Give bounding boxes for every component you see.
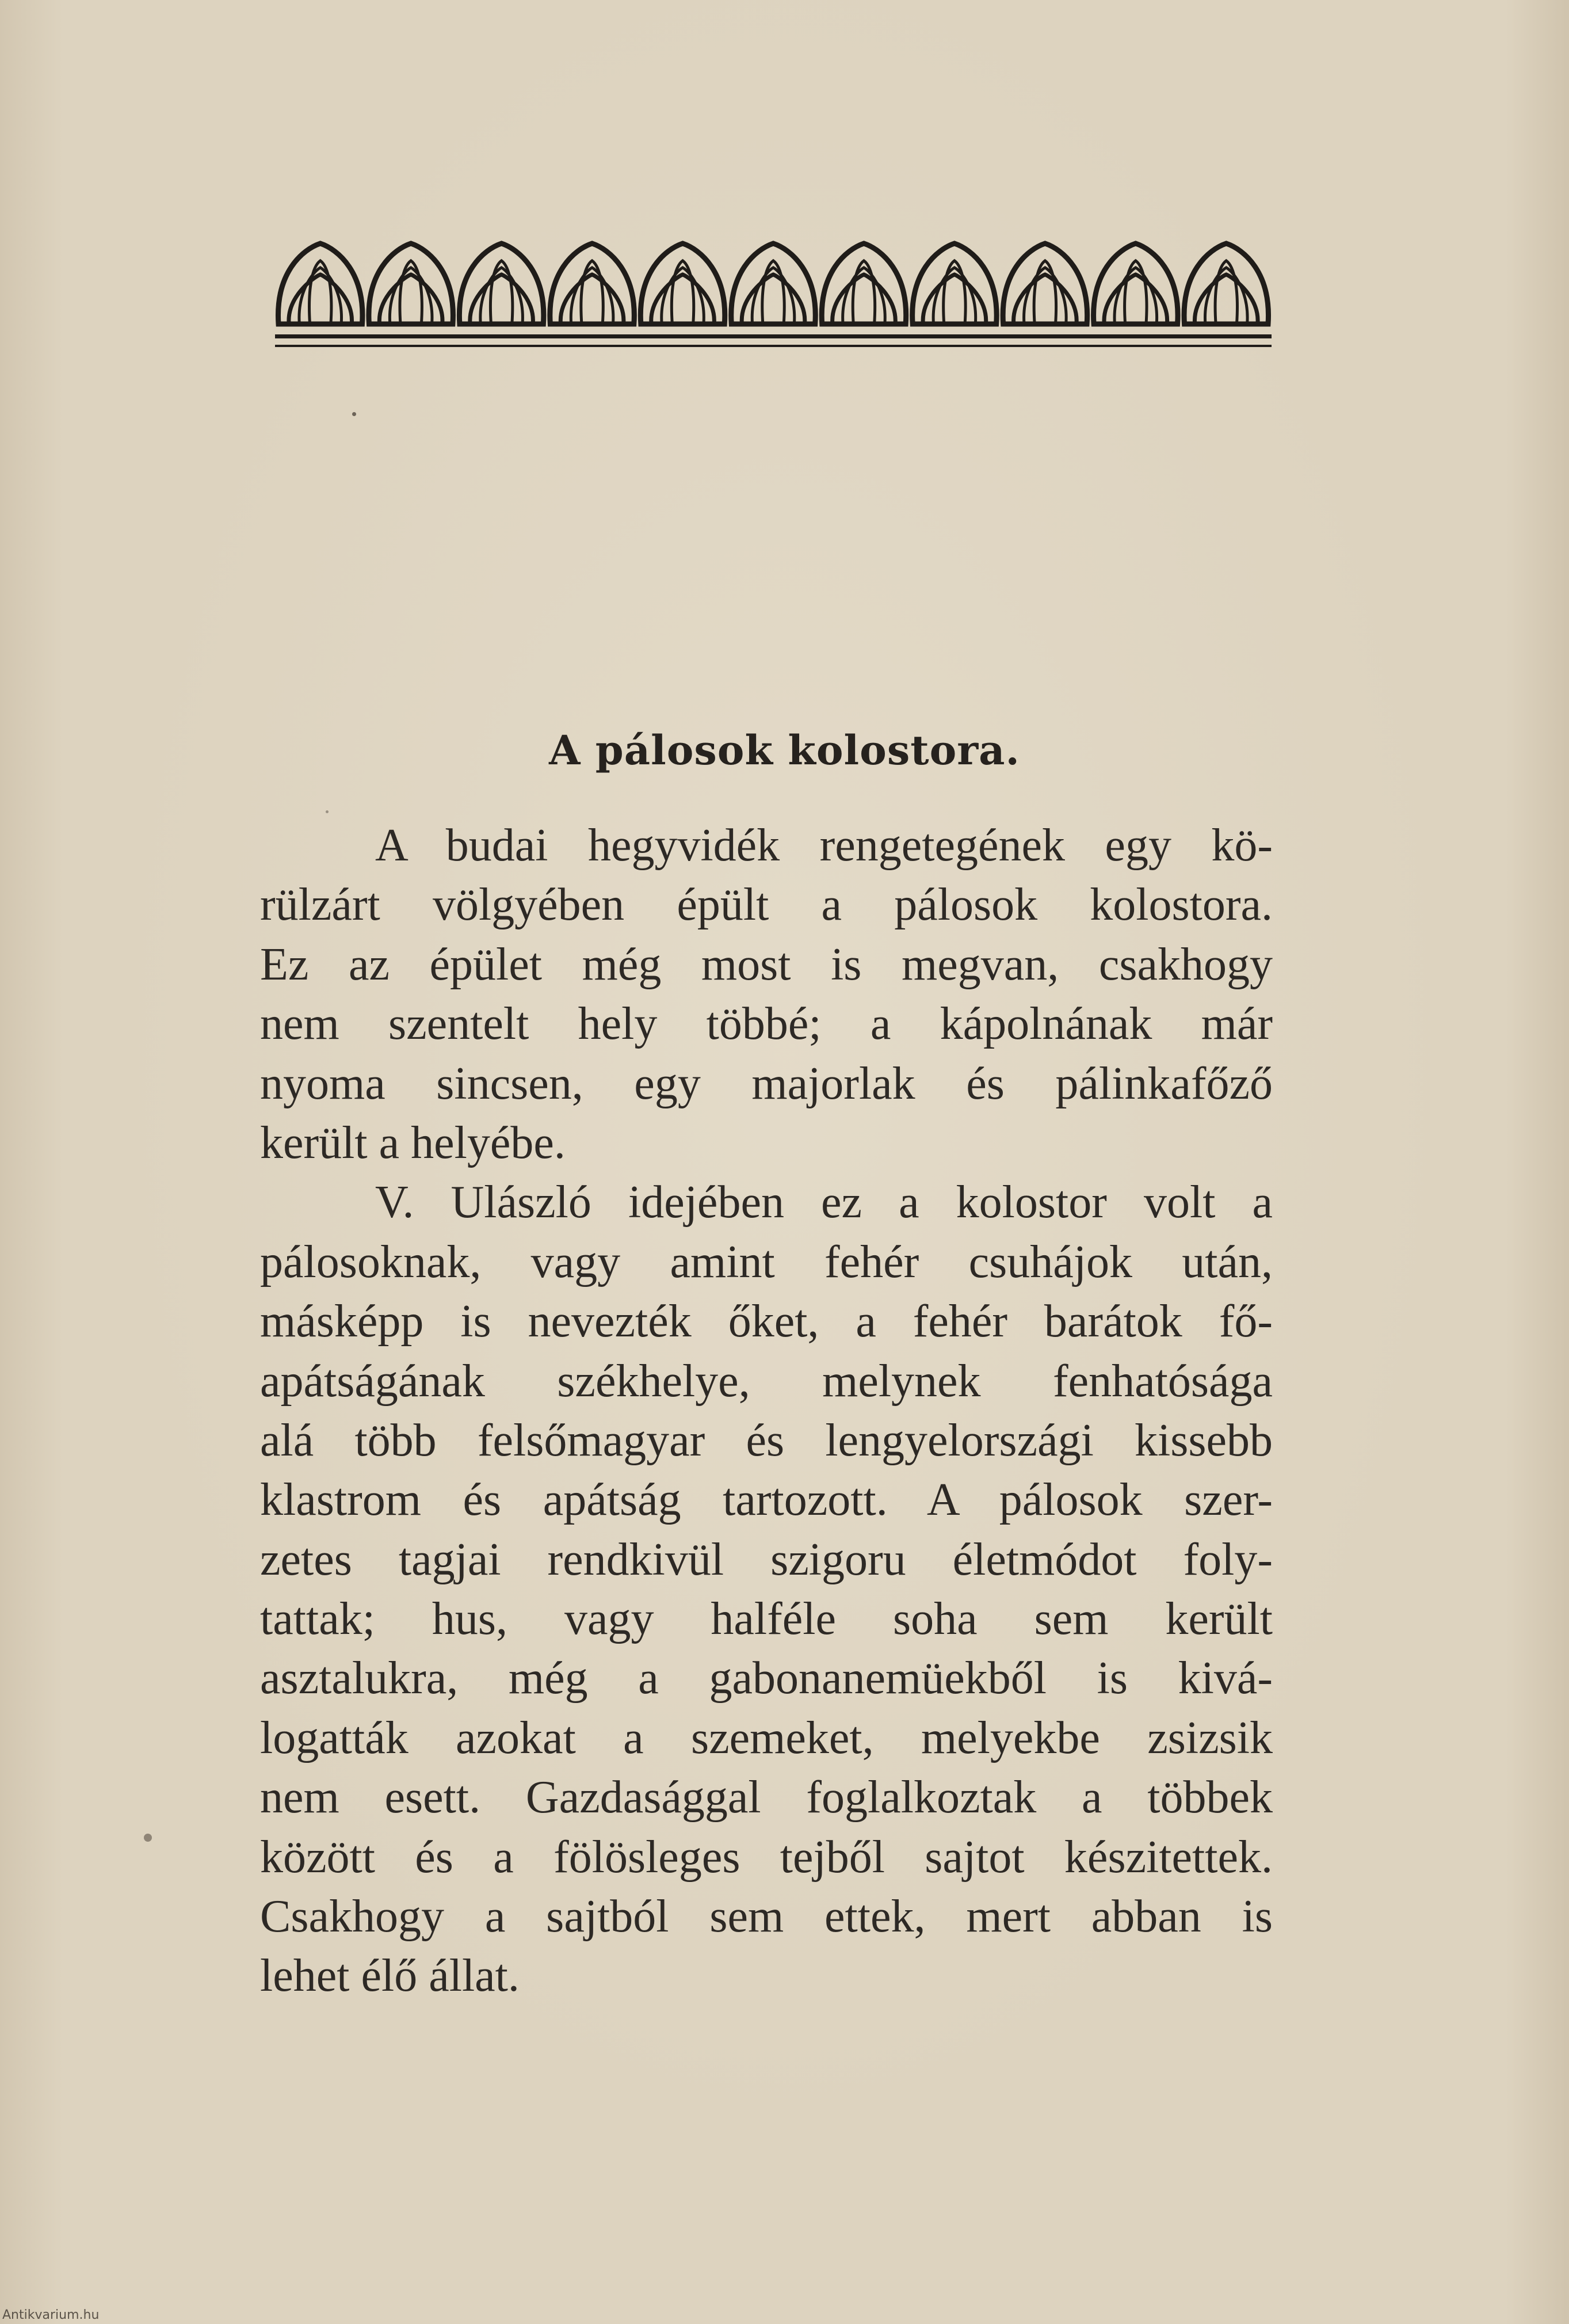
border-rule-top [275, 334, 1272, 338]
paragraph-1 [260, 816, 1273, 1173]
paper-speck [326, 810, 329, 813]
leaf-ornament-icon [1184, 243, 1268, 324]
text-line: nem esett. Gazdasággal foglalkoztak a többek [260, 1772, 1273, 1823]
leaf-ornament-icon [731, 243, 815, 324]
text-line: lehet élő állat. [260, 1950, 520, 2002]
text-line: A budai hegyvidék rengetegének egy kö- [375, 820, 1273, 871]
leaf-ornament-icon [822, 243, 906, 324]
paper-speck [144, 1834, 152, 1842]
text-line: alá több felsőmagyar és lengyelországi kissebb [260, 1415, 1273, 1466]
text-line: tattak; hus, vagy halféle soha sem került [260, 1594, 1273, 1645]
leaf-ornament-icon [459, 243, 543, 324]
text-line: között és a fölösleges tejből sajtot készitettek. [260, 1831, 1273, 1883]
leaf-ornament-icon [913, 243, 997, 324]
text-line: logatták azokat a szemeket, melyekbe zsizsik [260, 1712, 1273, 1763]
text-line: másképp is nevezték őket, a fehér barátok fő- [260, 1296, 1273, 1347]
decorative-leaf-border [275, 227, 1272, 365]
text-line: Ez az épület még most is megvan, csakhogy [260, 939, 1273, 990]
paper-speck [352, 412, 356, 416]
leaf-ornament-icon [278, 243, 362, 324]
text-line: zetes tagjai rendkivül szigoru életmódot foly- [260, 1534, 1273, 1585]
chapter-title: A pálosok kolostora. [549, 726, 1020, 774]
leaf-ornament-icon [369, 243, 453, 324]
text-line: rülzárt völgyében épült a pálosok kolostora. [260, 879, 1273, 931]
text-line: nem szentelt hely többé; a kápolnának már [260, 999, 1273, 1050]
text-line: nyoma sincsen, egy majorlak és pálinkafőző [260, 1058, 1273, 1109]
leaf-ornament-icon [1094, 243, 1178, 324]
leaf-ornament-icon [1003, 243, 1087, 324]
text-line: pálosoknak, vagy amint fehér csuhájok után, [260, 1236, 1273, 1287]
text-line: apátságának székhelye, melynek fenhatósága [260, 1355, 1273, 1407]
text-line: került a helyébe. [260, 1117, 566, 1168]
text-line: Csakhogy a sajtból sem ettek, mert abban is [260, 1891, 1273, 1942]
leaf-ornament-icon [640, 243, 724, 324]
text-line: asztalukra, még a gabonanemüekből is kivá- [260, 1653, 1273, 1704]
body-text [260, 816, 1273, 2006]
text-line: klastrom és apátság tartozott. A pálosok szer- [260, 1475, 1273, 1526]
paragraph-2 [260, 1173, 1273, 2006]
text-line: V. Ulászló idejében ez a kolostor volt a [375, 1177, 1273, 1228]
leaf-ornament-icon [550, 243, 634, 324]
border-rule-bottom [275, 345, 1272, 347]
watermark: Antikvarium.hu [2, 2308, 100, 2322]
